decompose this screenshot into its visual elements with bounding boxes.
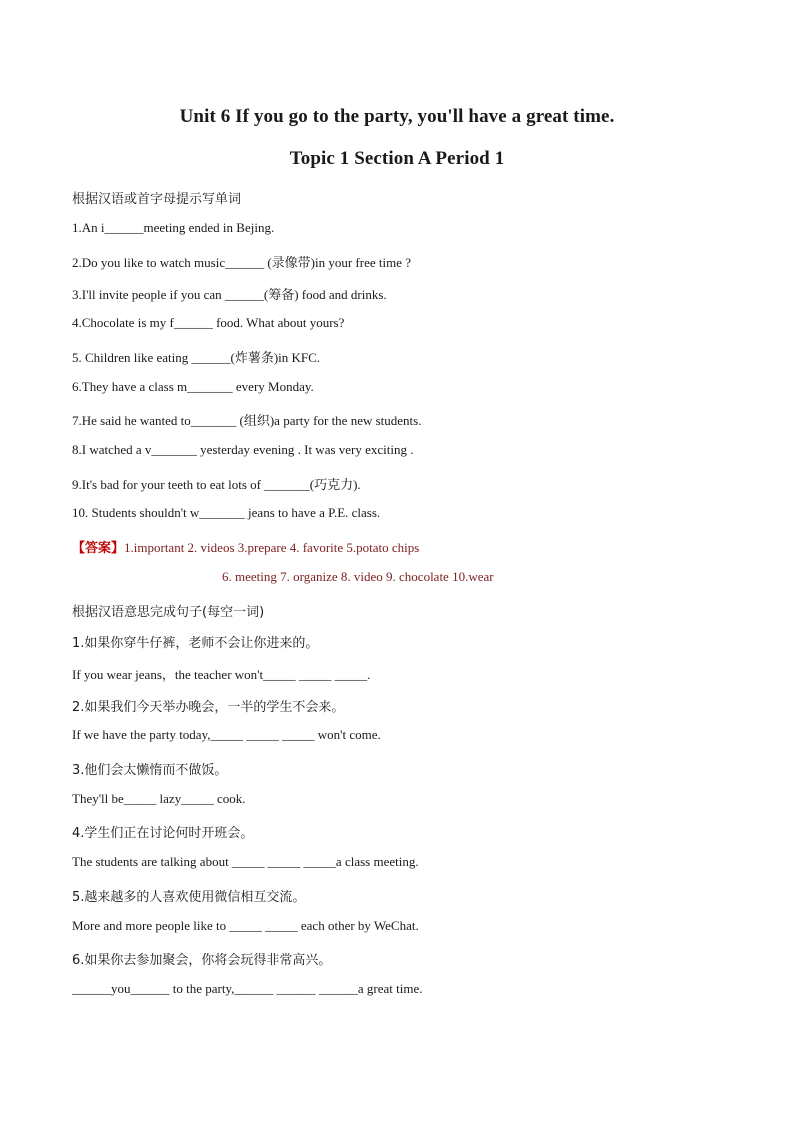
- exercise-item: 7.He said he wanted to_______ (组织)a party for the new students.: [72, 413, 422, 428]
- exercise-item: 6.They have a class m_______ every Monday.: [72, 379, 314, 394]
- exercise-item: 8.I watched a v_______ yesterday evening . It was very exciting .: [72, 442, 414, 457]
- page-subtitle: Topic 1 Section A Period 1: [289, 148, 505, 169]
- page-title: Unit 6 If you go to the party, you'll have a great time.: [179, 106, 615, 127]
- section1-heading: 根据汉语或首字母提示写单词: [72, 192, 242, 207]
- sentence-prompt: 6.如果你去参加聚会，你将会玩得非常高兴。: [72, 953, 332, 968]
- exercise-item: 3.I'll invite people if you can ______(筹备) food and drinks.: [72, 287, 387, 302]
- answer-row: [72, 537, 419, 556]
- sentence-prompt: 1.如果你穿牛仔裤，老师不会让你进来的。: [72, 636, 319, 651]
- section2-heading: 根据汉语意思完成句子(每空一词): [72, 605, 265, 620]
- sentence-prompt: 2.如果我们今天举办晚会，一半的学生不会来。: [72, 700, 345, 715]
- sentence-blank: ______you______ to the party,______ ______ ______a great time.: [72, 981, 423, 996]
- sentence-blank: More and more people like to _____ _____ each other by WeChat.: [72, 918, 419, 933]
- exercise-item: 2.Do you like to watch music______ (录像带)in your free time ?: [72, 255, 412, 270]
- exercise-item: 5. Children like eating ______(炸薯条)in KFC.: [72, 350, 321, 365]
- answer-text: 6. meeting 7. organize 8. video 9. chocolate 10.wear: [222, 569, 494, 584]
- exercise-item: 10. Students shouldn't w_______ jeans to have a P.E. class.: [72, 505, 381, 520]
- sentence-prompt: 4.学生们正在讨论何时开班会。: [72, 826, 254, 841]
- answer-text: 1.important 2. videos 3.prepare 4. favorite 5.potato chips: [124, 540, 420, 555]
- exercise-item: 4.Chocolate is my f______ food. What about yours?: [72, 315, 345, 330]
- sentence-blank: They'll be_____ lazy_____ cook.: [72, 791, 246, 806]
- exercise-item: 9.It's bad for your teeth to eat lots of _______(巧克力).: [72, 477, 361, 492]
- sentence-blank: If we have the party today,_____ _____ _____ won't come.: [72, 727, 381, 742]
- sentence-blank: The students are talking about _____ _____ _____a class meeting.: [72, 854, 419, 869]
- answer-label: 【答案】: [72, 541, 125, 556]
- sentence-blank: If you wear jeans，the teacher won't_____ _____ _____.: [72, 667, 371, 682]
- sentence-prompt: 5.越来越多的人喜欢使用微信相互交流。: [72, 890, 306, 905]
- sentence-prompt: 3.他们会太懒惰而不做饭。: [72, 763, 228, 778]
- exercise-item: 1.An i______meeting ended in Bejing.: [72, 220, 275, 235]
